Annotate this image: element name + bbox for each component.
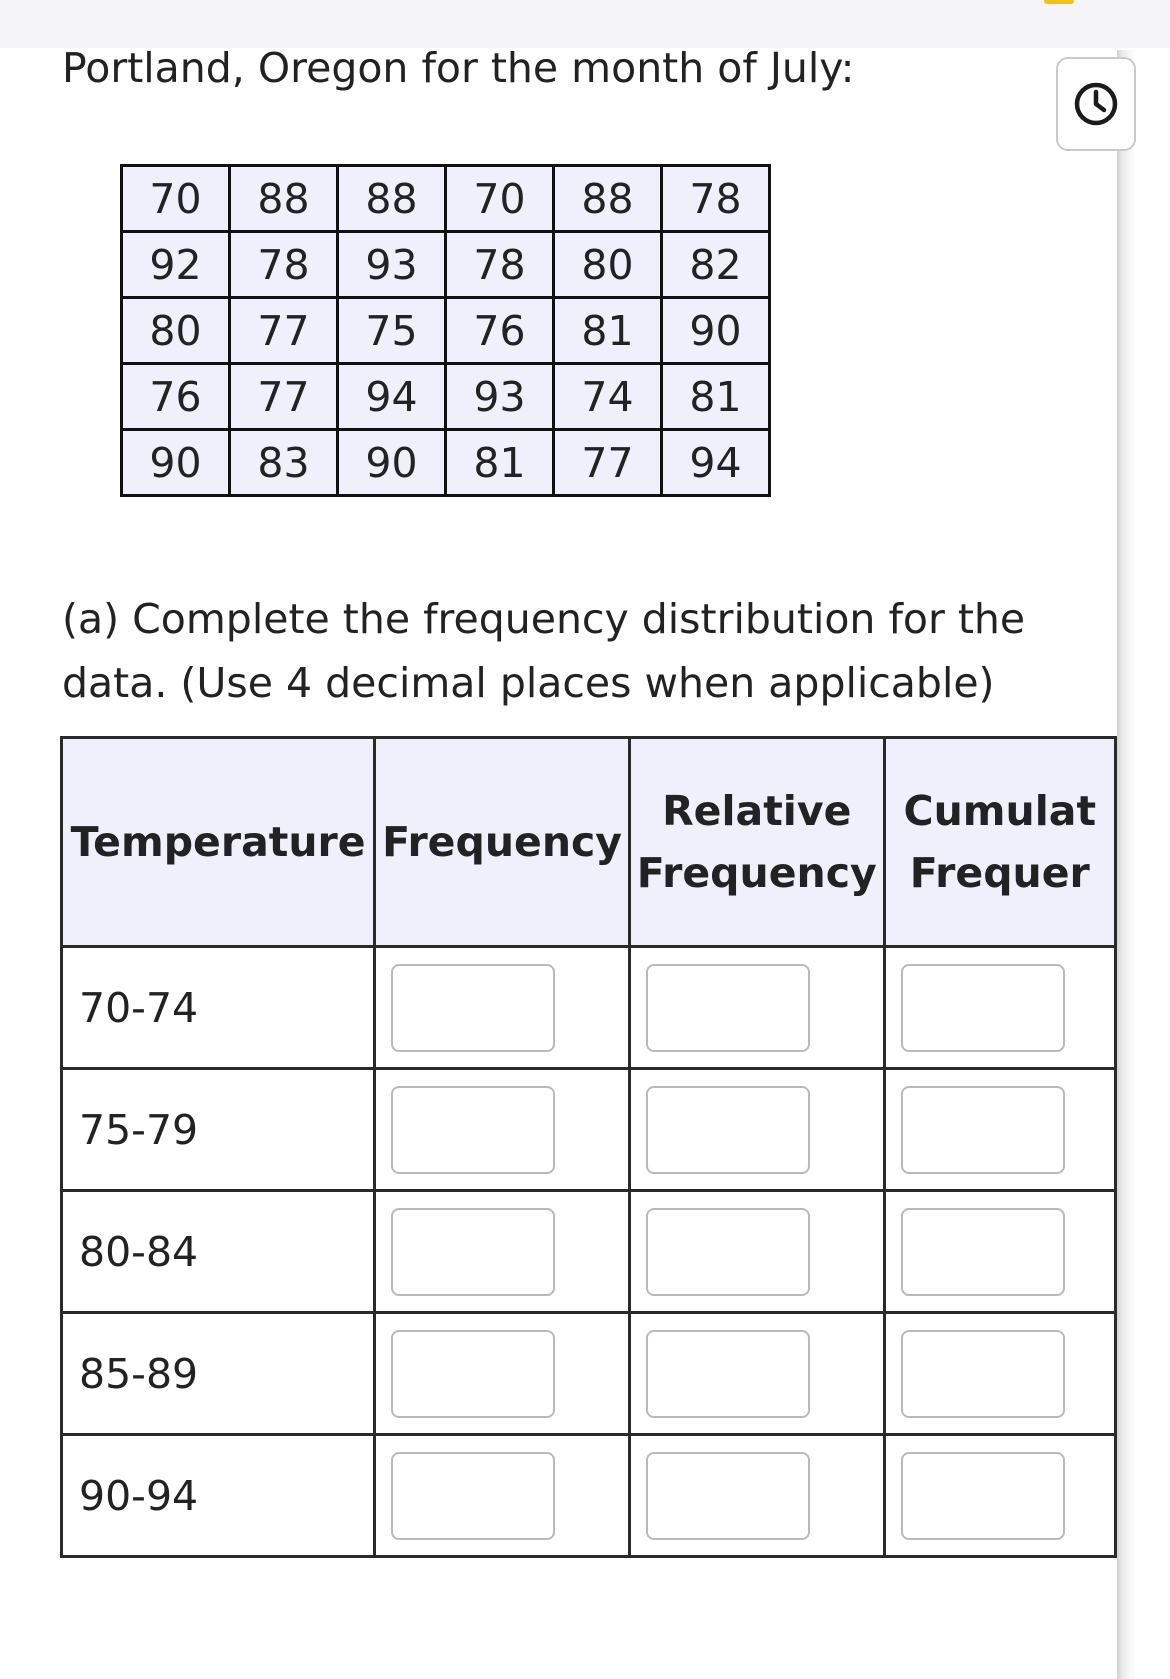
frequency-cell [375, 947, 630, 1069]
range-label: 85-89 [62, 1313, 375, 1435]
frequency-cell [375, 1435, 630, 1557]
data-cell: 93 [446, 364, 554, 430]
data-cell: 88 [554, 166, 662, 232]
data-cell: 74 [554, 364, 662, 430]
relative-cell [629, 1191, 884, 1313]
frequency-cell [375, 1069, 630, 1191]
cumulative-cell [884, 1313, 1115, 1435]
header-cumulative-line1: Cumulat [903, 787, 1097, 835]
frequency-input-75-79[interactable] [391, 1086, 555, 1174]
data-cell: 76 [122, 364, 230, 430]
data-cell: 81 [662, 364, 770, 430]
data-cell: 94 [662, 430, 770, 496]
cumulative-frequency-input-80-84[interactable] [901, 1208, 1065, 1296]
range-label: 70-74 [62, 947, 375, 1069]
data-cell: 94 [338, 364, 446, 430]
header-cumulative-line2: Frequer [909, 849, 1090, 897]
data-cell: 80 [122, 298, 230, 364]
frequency-input-90-94[interactable] [391, 1452, 555, 1540]
data-cell: 88 [338, 166, 446, 232]
frequency-input-80-84[interactable] [391, 1208, 555, 1296]
data-cell: 76 [446, 298, 554, 364]
cumulative-cell [884, 947, 1115, 1069]
frequency-input-70-74[interactable] [391, 964, 555, 1052]
data-cell: 81 [554, 298, 662, 364]
header-relative-line2: Frequency [636, 849, 877, 897]
header-relative-line1: Relative [662, 787, 852, 835]
data-cell: 77 [554, 430, 662, 496]
data-cell: 75 [338, 298, 446, 364]
right-scroll-shadow [1117, 50, 1170, 1679]
cumulative-cell [884, 1191, 1115, 1313]
data-row [122, 166, 770, 232]
frequency-input-85-89[interactable] [391, 1330, 555, 1418]
timer-button[interactable] [1056, 57, 1136, 151]
range-label: 80-84 [62, 1191, 375, 1313]
data-cell: 78 [662, 166, 770, 232]
cumulative-frequency-input-70-74[interactable] [901, 964, 1065, 1052]
relative-cell [629, 1069, 884, 1191]
data-row [122, 298, 770, 364]
data-row [122, 430, 770, 496]
table-row [62, 947, 1116, 1069]
data-cell: 90 [338, 430, 446, 496]
cumulative-frequency-input-75-79[interactable] [901, 1086, 1065, 1174]
relative-cell [629, 1313, 884, 1435]
data-cell: 90 [662, 298, 770, 364]
header-cumulative-frequency [884, 738, 1115, 947]
header-frequency: Frequency [375, 738, 630, 947]
relative-frequency-input-85-89[interactable] [646, 1330, 810, 1418]
data-cell: 81 [446, 430, 554, 496]
data-cell: 88 [230, 166, 338, 232]
clock-icon [1073, 81, 1119, 127]
data-cell: 77 [230, 364, 338, 430]
relative-frequency-input-75-79[interactable] [646, 1086, 810, 1174]
cumulative-cell [884, 1435, 1115, 1557]
relative-frequency-input-80-84[interactable] [646, 1208, 810, 1296]
cumulative-frequency-input-90-94[interactable] [901, 1452, 1065, 1540]
range-label: 75-79 [62, 1069, 375, 1191]
relative-frequency-input-70-74[interactable] [646, 964, 810, 1052]
data-cell: 82 [662, 232, 770, 298]
data-row [122, 364, 770, 430]
table-row [62, 1435, 1116, 1557]
data-row [122, 232, 770, 298]
question-prompt: (a) Complete the frequency distribution for the data. (Use 4 decimal places when applicable) [62, 595, 1026, 707]
data-cell: 70 [122, 166, 230, 232]
header-temperature: Temperature [62, 738, 375, 947]
header-row [62, 738, 1116, 947]
relative-frequency-input-90-94[interactable] [646, 1452, 810, 1540]
cumulative-frequency-input-85-89[interactable] [901, 1330, 1065, 1418]
cumulative-cell [884, 1069, 1115, 1191]
relative-cell [629, 1435, 884, 1557]
table-row [62, 1069, 1116, 1191]
data-cell: 90 [122, 430, 230, 496]
data-cell: 83 [230, 430, 338, 496]
data-cell: 92 [122, 232, 230, 298]
relative-cell [629, 947, 884, 1069]
temperature-data-table [120, 164, 771, 497]
table-row [62, 1191, 1116, 1313]
header-relative-frequency [629, 738, 884, 947]
frequency-cell [375, 1313, 630, 1435]
data-cell: 80 [554, 232, 662, 298]
range-label: 90-94 [62, 1435, 375, 1557]
data-cell: 93 [338, 232, 446, 298]
frequency-distribution-table [60, 736, 1117, 1558]
frequency-cell [375, 1191, 630, 1313]
question-title: Portland, Oregon for the month of July: [62, 44, 855, 92]
data-cell: 78 [230, 232, 338, 298]
data-cell: 78 [446, 232, 554, 298]
data-cell: 70 [446, 166, 554, 232]
data-cell: 77 [230, 298, 338, 364]
table-row [62, 1313, 1116, 1435]
